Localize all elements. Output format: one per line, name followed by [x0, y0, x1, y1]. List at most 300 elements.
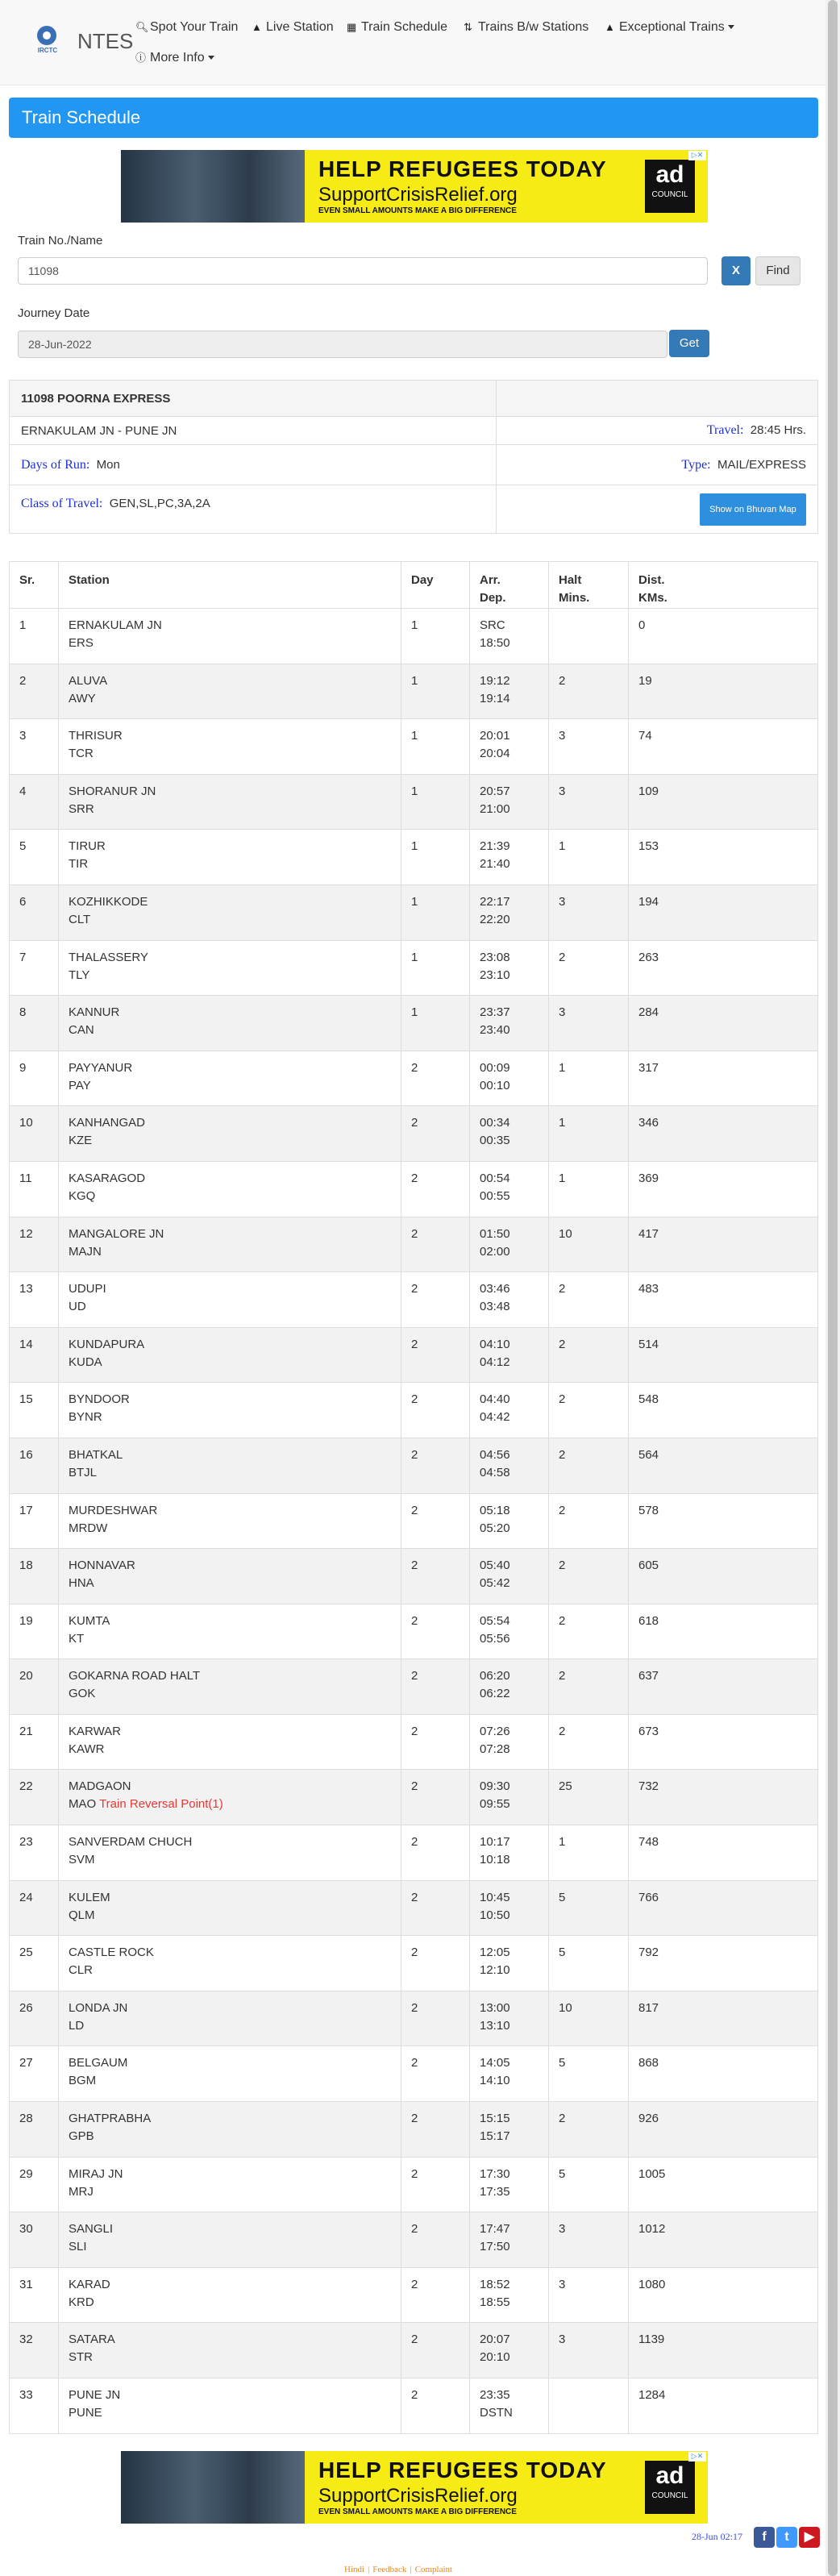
station-code: PAY: [69, 1078, 91, 1092]
cell-dist: [629, 2157, 818, 2212]
halt-value: 2: [559, 1447, 566, 1462]
dep-value: 12:10: [480, 1963, 510, 1978]
dist-value: 732: [638, 1779, 659, 1794]
station-code: BTJL: [69, 1465, 98, 1479]
cell-arr-dep: [470, 940, 549, 996]
footer-link-hindi[interactable]: Hindi: [344, 2565, 365, 2574]
cell-day: [401, 1991, 470, 2046]
sr-value: 28: [19, 2112, 33, 2126]
cell-day: [401, 2323, 470, 2378]
table-row: [10, 1051, 818, 1106]
cell-day: [401, 1217, 470, 1272]
train-title-empty: [497, 381, 818, 417]
station-code: GOK: [69, 1687, 96, 1701]
arr-value: 00:09: [480, 1060, 510, 1075]
cell-day: [401, 1604, 470, 1659]
nav-trains-between-stations[interactable]: [464, 20, 588, 35]
cell-station: [59, 1493, 401, 1549]
sr-value: 25: [19, 1946, 33, 1960]
nav-label: Exceptional Trains: [619, 20, 725, 34]
ad-banner-bottom[interactable]: [121, 2451, 708, 2524]
dep-value: 04:58: [480, 1465, 510, 1479]
cell-station: [59, 2046, 401, 2102]
cell-dist: [629, 996, 818, 1051]
arr-value: 05:40: [480, 1559, 510, 1573]
day-value: 2: [411, 1559, 418, 1573]
nav-label: Live Station: [266, 20, 334, 34]
calendar-icon: ▦: [347, 21, 357, 33]
cell-day: [401, 2046, 470, 2102]
station-name: PUNE JN: [69, 2388, 121, 2402]
cell-station: [59, 1714, 401, 1770]
arr-value: 05:54: [480, 1613, 510, 1628]
station-name: SHORANUR JN: [69, 784, 156, 798]
dist-value: 483: [638, 1282, 659, 1296]
ad-headline: HELP REFUGEES TODAY: [318, 2457, 607, 2482]
cell-sr: [10, 609, 59, 664]
table-row: [10, 884, 818, 940]
dep-value: 04:12: [480, 1355, 510, 1369]
cell-halt: [549, 1106, 629, 1162]
day-value: 2: [411, 2333, 418, 2347]
ad-choices-icon[interactable]: ▷✕: [688, 151, 706, 160]
sr-value: 14: [19, 1337, 33, 1351]
ad-badge-small: COUNCIL: [651, 190, 688, 199]
table-row: [10, 1106, 818, 1162]
cell-arr-dep: [470, 1438, 549, 1493]
class-value: GEN,SL,PC,3A,2A: [109, 497, 210, 510]
station-name: SATARA: [69, 2333, 115, 2347]
station-code: QLM: [69, 1908, 95, 1922]
station-name: GOKARNA ROAD HALT: [69, 1669, 201, 1683]
cell-halt: [549, 884, 629, 940]
footer-link-complaint[interactable]: Complaint: [414, 2565, 453, 2574]
station-code: TIR: [69, 857, 89, 872]
cell-sr: [10, 1659, 59, 1715]
sr-value: 2: [19, 673, 27, 688]
dep-value: 00:10: [480, 1078, 510, 1092]
cell-arr-dep: [470, 1936, 549, 1991]
table-row: [10, 609, 818, 664]
cell-dist: [629, 884, 818, 940]
arr-value: 21:39: [480, 839, 510, 854]
station-name: PAYYANUR: [69, 1060, 133, 1075]
cell-dist: [629, 1825, 818, 1881]
dep-value: 05:42: [480, 1576, 510, 1591]
arr-value: 20:07: [480, 2333, 510, 2347]
cell-arr-dep: [470, 1714, 549, 1770]
cell-sr: [10, 1106, 59, 1162]
dep-value: 05:56: [480, 1631, 510, 1646]
arr-value: 05:18: [480, 1503, 510, 1517]
cell-day: [401, 1549, 470, 1604]
dep-value: 04:42: [480, 1410, 510, 1425]
sr-value: 9: [19, 1060, 27, 1075]
cell-station: [59, 2212, 401, 2268]
day-value: 2: [411, 2166, 418, 2181]
day-value: 1: [411, 784, 418, 798]
cell-station: [59, 996, 401, 1051]
sr-value: 19: [19, 1613, 33, 1628]
nav-label: More Info: [150, 51, 205, 65]
arr-value: 20:01: [480, 729, 510, 743]
cell-day: [401, 1272, 470, 1328]
cell-day: [401, 664, 470, 719]
table-row: [10, 1991, 818, 2046]
cell-dist: [629, 1549, 818, 1604]
cell-dist: [629, 2378, 818, 2434]
day-value: 1: [411, 673, 418, 688]
nav-train-schedule[interactable]: [347, 20, 447, 35]
cell-arr-dep: [470, 830, 549, 885]
sr-value: 5: [19, 839, 27, 854]
journey-date-label: Journey Date: [18, 306, 90, 320]
find-button[interactable]: Find: [755, 256, 800, 285]
station-code: MAO: [69, 1797, 97, 1812]
cell-halt: [549, 1272, 629, 1328]
cell-sr: [10, 1051, 59, 1106]
bell-icon: ▲: [252, 21, 262, 33]
cell-halt: [549, 1327, 629, 1383]
arr-value: 04:40: [480, 1392, 510, 1407]
station-name: SANVERDAM CHUCH: [69, 1835, 193, 1850]
sr-value: 11: [19, 1171, 32, 1185]
train-number-input[interactable]: 11098: [18, 257, 708, 285]
station-code: HNA: [69, 1576, 94, 1591]
page-scrollbar[interactable]: [825, 0, 840, 2576]
chevron-down-icon: [728, 25, 734, 29]
arr-value: 07:26: [480, 1724, 510, 1738]
cell-station: [59, 2267, 401, 2323]
cell-halt: [549, 1825, 629, 1881]
ad-badge-big: ad: [655, 2462, 684, 2489]
train-title: 11098 POORNA EXPRESS: [10, 381, 497, 417]
halt-value: 5: [559, 2056, 566, 2070]
journey-date-input[interactable]: 28-Jun-2022: [18, 331, 667, 358]
nav-exceptional-trains[interactable]: [605, 20, 734, 35]
cell-arr-dep: [470, 1825, 549, 1881]
day-value: 2: [411, 1779, 418, 1794]
cell-day: [401, 2378, 470, 2434]
dep-value: 06:22: [480, 1687, 510, 1701]
cell-arr-dep: [470, 996, 549, 1051]
get-button[interactable]: Get: [669, 330, 709, 357]
dep-value: 20:04: [480, 747, 510, 761]
arr-value: 17:30: [480, 2166, 510, 2181]
dist-value: 618: [638, 1613, 659, 1628]
map-cell: [497, 485, 818, 534]
halt-value: 3: [559, 894, 566, 909]
dist-value: 564: [638, 1447, 659, 1462]
halt-value: 3: [559, 1005, 566, 1020]
travel-key: Travel:: [706, 423, 744, 437]
chevron-down-icon: [208, 56, 214, 60]
table-row: [10, 1161, 818, 1217]
cell-sr: [10, 884, 59, 940]
sr-value: 26: [19, 2000, 33, 2015]
halt-value: 2: [559, 673, 566, 688]
col-halt-unit: Mins.: [559, 591, 590, 605]
nav-more-info[interactable]: [135, 49, 214, 65]
nav-spot-your-train[interactable]: [135, 20, 238, 35]
dep-value: DSTN: [480, 2406, 513, 2420]
cell-dist: [629, 1106, 818, 1162]
cell-arr-dep: [470, 2323, 549, 2378]
cell-halt: [549, 1051, 629, 1106]
halt-value: 3: [559, 2277, 566, 2291]
cell-halt: [549, 1991, 629, 2046]
dist-value: 926: [638, 2112, 659, 2126]
cell-day: [401, 1880, 470, 1936]
table-row: [10, 1659, 818, 1715]
cell-arr-dep: [470, 664, 549, 719]
cell-day: [401, 1106, 470, 1162]
ntes-logo[interactable]: [31, 24, 64, 63]
days-of-run: [10, 445, 497, 485]
cell-dist: [629, 1438, 818, 1493]
cell-arr-dep: [470, 2212, 549, 2268]
station-name: LONDA JN: [69, 2000, 128, 2015]
halt-value: 25: [559, 1779, 572, 1794]
cell-dist: [629, 1327, 818, 1383]
col-dep-label: Dep.: [480, 591, 506, 605]
day-value: 2: [411, 2000, 418, 2015]
dep-value: 02:00: [480, 1244, 510, 1259]
station-code: AWY: [69, 691, 96, 705]
cell-day: [401, 1383, 470, 1438]
station-code: BGM: [69, 2074, 97, 2088]
halt-value: 5: [559, 2166, 566, 2181]
cell-sr: [10, 2102, 59, 2158]
brand-name[interactable]: NTES: [77, 29, 134, 53]
footer-link-feedback[interactable]: Feedback: [372, 2565, 407, 2574]
day-value: 1: [411, 729, 418, 743]
station-code: SLI: [69, 2240, 87, 2254]
cell-halt: [549, 774, 629, 830]
cell-halt: [549, 1880, 629, 1936]
cell-sr: [10, 664, 59, 719]
station-name: SANGLI: [69, 2222, 114, 2237]
arr-value: 10:45: [480, 1890, 510, 1904]
youtube-icon[interactable]: ▶: [799, 2527, 820, 2548]
cell-sr: [10, 830, 59, 885]
day-value: 1: [411, 950, 418, 964]
station-code: PUNE: [69, 2406, 102, 2420]
cell-sr: [10, 1272, 59, 1328]
station-name: KASARAGOD: [69, 1171, 146, 1185]
cell-arr-dep: [470, 2046, 549, 2102]
sort-arrows-icon: ⇅: [464, 21, 472, 33]
reversal-note: Train Reversal Point(1): [99, 1797, 223, 1812]
dep-value: 19:14: [480, 691, 510, 705]
cell-day: [401, 609, 470, 664]
ad-choices-icon[interactable]: ▷✕: [688, 2452, 706, 2462]
dist-value: 369: [638, 1171, 659, 1185]
dep-value: 13:10: [480, 2018, 510, 2033]
bhuvan-map-button[interactable]: Show on Bhuvan Map: [700, 493, 806, 526]
twitter-icon[interactable]: t: [776, 2527, 797, 2548]
cell-arr-dep: [470, 2267, 549, 2323]
sr-value: 33: [19, 2388, 33, 2402]
day-value: 2: [411, 1337, 418, 1351]
day-value: 2: [411, 1669, 418, 1683]
type-value: MAIL/EXPRESS: [717, 457, 806, 472]
ad-banner-top[interactable]: [121, 150, 708, 223]
ad-tagline: EVEN SMALL AMOUNTS MAKE A BIG DIFFERENCE: [318, 206, 517, 215]
cell-halt: [549, 1493, 629, 1549]
halt-value: 1: [559, 1116, 566, 1130]
cell-day: [401, 940, 470, 996]
halt-value: 2: [559, 1724, 566, 1738]
cell-station: [59, 1549, 401, 1604]
halt-value: 2: [559, 1669, 566, 1683]
cell-station: [59, 2157, 401, 2212]
top-navbar: [0, 0, 825, 85]
sr-value: 16: [19, 1447, 33, 1462]
cell-halt: [549, 830, 629, 885]
table-row: [10, 1217, 818, 1272]
dist-value: 766: [638, 1890, 659, 1904]
facebook-icon[interactable]: f: [754, 2527, 775, 2548]
scrollbar-thumb[interactable]: [828, 0, 838, 2576]
halt-value: 3: [559, 2222, 566, 2237]
table-row: [10, 1604, 818, 1659]
station-code: KT: [69, 1631, 85, 1646]
station-name: KARAD: [69, 2277, 110, 2291]
ad-badge-big: ad: [655, 161, 684, 188]
day-value: 2: [411, 2222, 418, 2237]
dist-value: 19: [638, 673, 652, 688]
cell-day: [401, 1161, 470, 1217]
cell-station: [59, 1604, 401, 1659]
cell-dist: [629, 1714, 818, 1770]
dist-value: 792: [638, 1946, 659, 1960]
cell-station: [59, 1659, 401, 1715]
cell-arr-dep: [470, 1383, 549, 1438]
nav-label: Spot Your Train: [150, 20, 239, 34]
cell-arr-dep: [470, 884, 549, 940]
cell-dist: [629, 1880, 818, 1936]
cell-halt: [549, 719, 629, 775]
cell-halt: [549, 1604, 629, 1659]
ad-council-logo: [645, 160, 695, 213]
cell-sr: [10, 1825, 59, 1881]
cell-day: [401, 719, 470, 775]
cell-arr-dep: [470, 774, 549, 830]
cell-halt: [549, 940, 629, 996]
day-value: 2: [411, 1835, 418, 1850]
cell-day: [401, 2157, 470, 2212]
cell-arr-dep: [470, 609, 549, 664]
sr-value: 22: [19, 1779, 33, 1794]
footer-timestamp: 28-Jun 02:17: [692, 2531, 742, 2542]
dist-value: 637: [638, 1669, 659, 1683]
train-route: ERNAKULAM JN - PUNE JN: [10, 417, 497, 445]
sr-value: 20: [19, 1669, 33, 1683]
logo-emblem-icon: [37, 26, 56, 45]
dist-value: 417: [638, 1226, 659, 1241]
sr-value: 31: [19, 2277, 33, 2291]
day-value: 2: [411, 2056, 418, 2070]
dep-value: 15:17: [480, 2129, 510, 2144]
dep-value: 18:50: [480, 636, 510, 650]
halt-value: 2: [559, 1337, 566, 1351]
halt-value: 1: [559, 839, 566, 854]
cell-dist: [629, 1991, 818, 2046]
cell-day: [401, 1051, 470, 1106]
cell-sr: [10, 1991, 59, 2046]
cell-dist: [629, 664, 818, 719]
cell-sr: [10, 1880, 59, 1936]
station-code: MRJ: [69, 2184, 94, 2199]
sr-value: 1: [19, 618, 27, 632]
cell-arr-dep: [470, 1272, 549, 1328]
table-row: [10, 2157, 818, 2212]
sr-value: 4: [19, 784, 27, 798]
cell-station: [59, 884, 401, 940]
arr-value: 06:20: [480, 1669, 510, 1683]
cell-arr-dep: [470, 1880, 549, 1936]
sr-value: 18: [19, 1559, 33, 1573]
cell-station: [59, 1991, 401, 2046]
cell-dist: [629, 1493, 818, 1549]
train-info-table: [9, 380, 818, 534]
day-value: 2: [411, 1503, 418, 1517]
cell-day: [401, 1438, 470, 1493]
cell-sr: [10, 2212, 59, 2268]
cell-halt: [549, 2323, 629, 2378]
sr-value: 23: [19, 1835, 33, 1850]
cell-station: [59, 940, 401, 996]
ad-council-logo: [645, 2461, 695, 2514]
schedule-header-row: [10, 562, 818, 609]
table-row: [10, 940, 818, 996]
table-row: [10, 2046, 818, 2102]
station-name: THALASSERY: [69, 950, 148, 964]
sr-value: 6: [19, 894, 27, 909]
nav-live-station[interactable]: [252, 20, 334, 35]
station-name: KOZHIKKODE: [69, 894, 148, 909]
cell-arr-dep: [470, 1051, 549, 1106]
day-value: 2: [411, 1171, 418, 1185]
station-name: MANGALORE JN: [69, 1226, 164, 1241]
table-row: [10, 664, 818, 719]
cell-arr-dep: [470, 1327, 549, 1383]
cell-day: [401, 1714, 470, 1770]
ad-photo: [121, 150, 305, 223]
halt-value: 1: [559, 1060, 566, 1075]
cell-sr: [10, 2046, 59, 2102]
arr-value: 23:35: [480, 2388, 510, 2402]
dist-value: 263: [638, 950, 659, 964]
cell-dist: [629, 2212, 818, 2268]
cell-dist: [629, 830, 818, 885]
cell-station: [59, 1936, 401, 1991]
table-row: [10, 719, 818, 775]
col-sr: Sr.: [10, 562, 59, 609]
cell-dist: [629, 2046, 818, 2102]
clear-button[interactable]: X: [721, 256, 751, 285]
nav-label: Trains B/w Stations: [478, 20, 589, 34]
cell-day: [401, 2102, 470, 2158]
day-value: 2: [411, 1392, 418, 1407]
col-dist: [629, 562, 818, 609]
station-name: KUNDAPURA: [69, 1337, 145, 1351]
halt-value: 1: [559, 1171, 566, 1185]
arr-value: 01:50: [480, 1226, 510, 1241]
halt-value: 2: [559, 1503, 566, 1517]
station-code: GPB: [69, 2129, 94, 2144]
